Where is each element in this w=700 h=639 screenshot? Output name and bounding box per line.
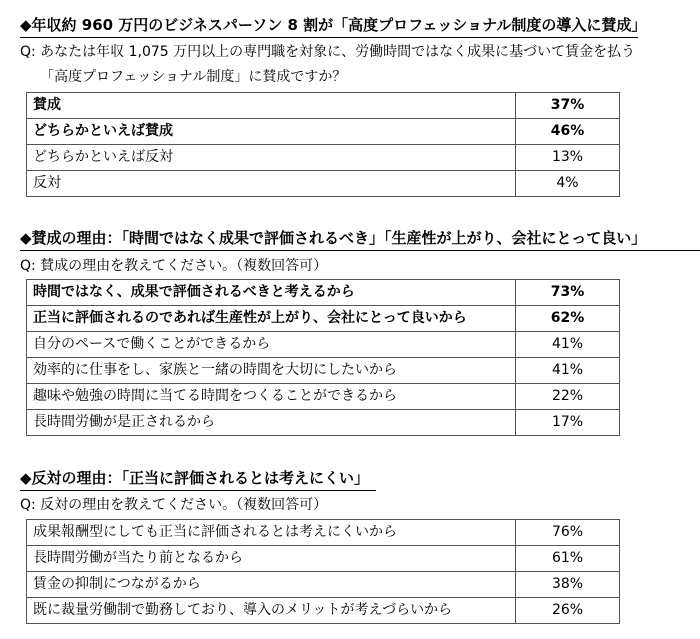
answer-label: 正当に評価されるのであれば生産性が上がり、会社にとって良いから xyxy=(27,306,516,332)
table-row xyxy=(27,520,620,546)
section2-results-table xyxy=(26,279,620,436)
answer-percentage: 13% xyxy=(516,145,620,171)
section2-heading-underline xyxy=(20,250,700,251)
table-row xyxy=(27,145,620,171)
section1-heading: ◆年収約 960 万円のビジネスパーソン 8 割が「高度プロフェッショナル制度の導入に賛成」 xyxy=(20,16,647,34)
answer-percentage: 62% xyxy=(516,306,620,332)
answer-label: 既に裁量労働制で勤務しており、導入のメリットが考えづらいから xyxy=(27,598,516,624)
table-row xyxy=(27,410,620,436)
table-row xyxy=(27,332,620,358)
table-row xyxy=(27,358,620,384)
section2-question: Q: 賛成の理由を教えてください。（複数回答可） xyxy=(20,258,328,274)
answer-label: 賃金の抑制につながるから xyxy=(27,572,516,598)
answer-label: 成果報酬型にしても正当に評価されるとは考えにくいから xyxy=(27,520,516,546)
answer-label: どちらかといえば賛成 xyxy=(27,119,516,145)
table-row xyxy=(27,384,620,410)
answer-label: 長時間労働が是正されるから xyxy=(27,410,516,436)
answer-label: 趣味や勉強の時間に当てる時間をつくることができるから xyxy=(27,384,516,410)
answer-percentage: 76% xyxy=(516,520,620,546)
section1-results-table xyxy=(26,92,620,197)
section3-results-table xyxy=(26,519,620,624)
answer-label: 反対 xyxy=(27,171,516,197)
table-row xyxy=(27,598,620,624)
answer-label: どちらかといえば反対 xyxy=(27,145,516,171)
answer-percentage: 22% xyxy=(516,384,620,410)
table-row xyxy=(27,306,620,332)
answer-percentage: 73% xyxy=(516,280,620,306)
answer-percentage: 61% xyxy=(516,546,620,572)
section3-question: Q: 反対の理由を教えてください。（複数回答可） xyxy=(20,497,328,513)
table-row xyxy=(27,93,620,119)
answer-percentage: 17% xyxy=(516,410,620,436)
section1-question-line2: 「高度プロフェッショナル制度」に賛成ですか？ xyxy=(40,69,347,85)
section1-question-line1: Q: あなたは年収 1,075 万円以上の専門職を対象に、労働時間ではなく成果に基づいて賃金を払う xyxy=(20,44,636,60)
answer-percentage: 46% xyxy=(516,119,620,145)
answer-percentage: 38% xyxy=(516,572,620,598)
table-row xyxy=(27,171,620,197)
section2-heading: ◆賛成の理由：「時間ではなく成果で評価されるべき」「生産性が上がり、会社にとって良い」 xyxy=(20,229,647,247)
section3-heading: ◆反対の理由：「正当に評価されるとは考えにくい」 xyxy=(20,469,370,487)
section1-heading-underline xyxy=(20,37,638,38)
answer-label: 自分のペースで働くことができるから xyxy=(27,332,516,358)
answer-percentage: 41% xyxy=(516,358,620,384)
answer-percentage: 37% xyxy=(516,93,620,119)
answer-percentage: 41% xyxy=(516,332,620,358)
answer-label: 時間ではなく、成果で評価されるべきと考えるから xyxy=(27,280,516,306)
section3-heading-underline xyxy=(20,490,376,491)
table-row xyxy=(27,119,620,145)
answer-label: 効率的に仕事をし、家族と一緒の時間を大切にしたいから xyxy=(27,358,516,384)
table-row xyxy=(27,572,620,598)
table-row xyxy=(27,280,620,306)
answer-percentage: 26% xyxy=(516,598,620,624)
answer-label: 賛成 xyxy=(27,93,516,119)
answer-label: 長時間労働が当たり前となるから xyxy=(27,546,516,572)
table-row xyxy=(27,546,620,572)
answer-percentage: 4% xyxy=(516,171,620,197)
